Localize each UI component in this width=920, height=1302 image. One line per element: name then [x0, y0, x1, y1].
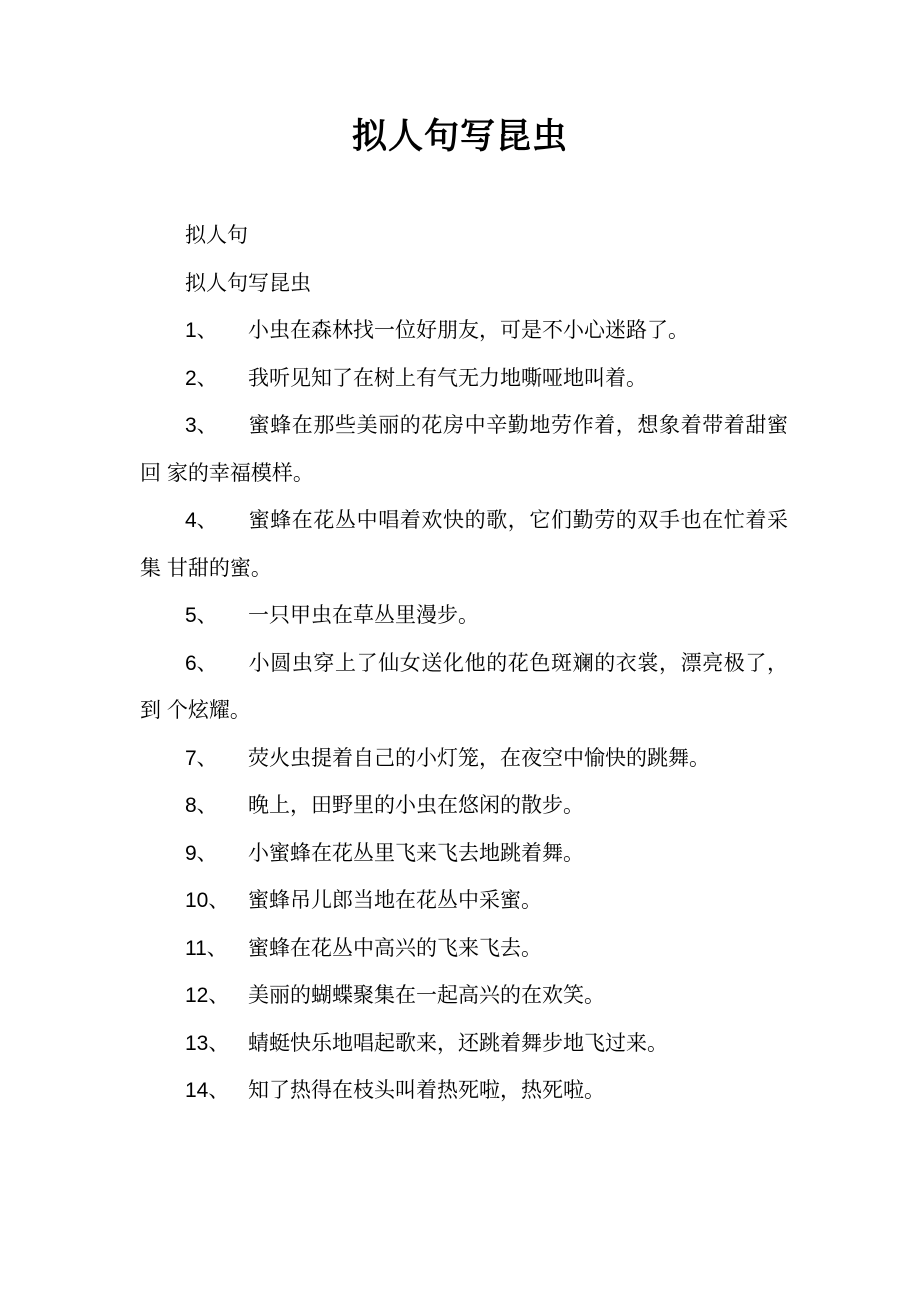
intro-line-1: 拟人句: [185, 224, 248, 247]
document-body: [140, 212, 788, 1115]
list-item-text: 一只甲虫在草丛里漫步。: [248, 604, 479, 627]
list-item-number: 3、: [185, 414, 218, 437]
list-item-text: 荧火虫提着自己的小灯笼，在夜空中愉快的跳舞。: [248, 746, 710, 770]
list-item-text: 蜻蜓快乐地唱起歌来，还跳着舞步地飞过来。: [248, 1031, 668, 1055]
list-item-text: 小圆虫穿上了仙女送化他的花色斑斓的衣裳，漂亮极了，到 个炫耀。: [140, 651, 788, 722]
list-item-number: 1、: [185, 319, 218, 342]
list-item-text: 晚上，田野里的小虫在悠闲的散步。: [248, 794, 584, 817]
list-item: [140, 497, 788, 592]
list-item: [140, 592, 788, 640]
list-item: [140, 640, 788, 735]
list-item-text: 小虫在森林找一位好朋友，可是不小心迷路了。: [248, 319, 689, 342]
list-item: [140, 925, 788, 973]
list-item-number: 5、: [185, 604, 218, 627]
list-item-text: 我听见知了在树上有气无力地嘶哑地叫着。: [248, 366, 647, 390]
list-item-number: 6、: [185, 651, 218, 675]
list-item-text: 知了热得在枝头叫着热死啦，热死啦。: [248, 1079, 605, 1102]
list-item-number: 10、: [185, 889, 230, 912]
list-item: [140, 1020, 788, 1068]
list-item-text: 蜜蜂在花丛中唱着欢快的歌，它们勤劳的双手也在忙着采集 甘甜的蜜。: [140, 509, 788, 580]
list-item-text: 蜜蜂在那些美丽的花房中辛勤地劳作着，想象着带着甜蜜回 家的幸福模样。: [140, 414, 788, 485]
list-item: [140, 402, 788, 497]
list-item: [140, 972, 788, 1020]
list-item: [140, 830, 788, 878]
list-item-text: 小蜜蜂在花丛里飞来飞去地跳着舞。: [248, 841, 584, 865]
list-item-number: 11、: [185, 936, 228, 960]
list-item-number: 4、: [185, 509, 218, 532]
list-item: [140, 877, 788, 925]
list-item-number: 14、: [185, 1079, 230, 1102]
list-item-text: 美丽的蝴蝶聚集在一起高兴的在欢笑。: [248, 984, 605, 1007]
list-item: [140, 355, 788, 403]
list-item-number: 12、: [185, 984, 230, 1007]
list-item-number: 7、: [185, 746, 218, 770]
list-item: [140, 735, 788, 783]
list-item: [140, 1067, 788, 1115]
list-item: [140, 307, 788, 355]
list-item-number: 9、: [185, 841, 218, 865]
list-item-number: 2、: [185, 366, 218, 390]
list-item: [140, 782, 788, 830]
intro-line-2: 拟人句写昆虫: [185, 271, 311, 295]
page-title: 拟人句写昆虫: [351, 117, 568, 157]
list-item-text: 蜜蜂吊儿郎当地在花丛中采蜜。: [248, 889, 542, 912]
list-item-number: 13、: [185, 1031, 230, 1055]
list-item-number: 8、: [185, 794, 218, 817]
list-item-text: 蜜蜂在花丛中高兴的飞来飞去。: [248, 936, 542, 960]
